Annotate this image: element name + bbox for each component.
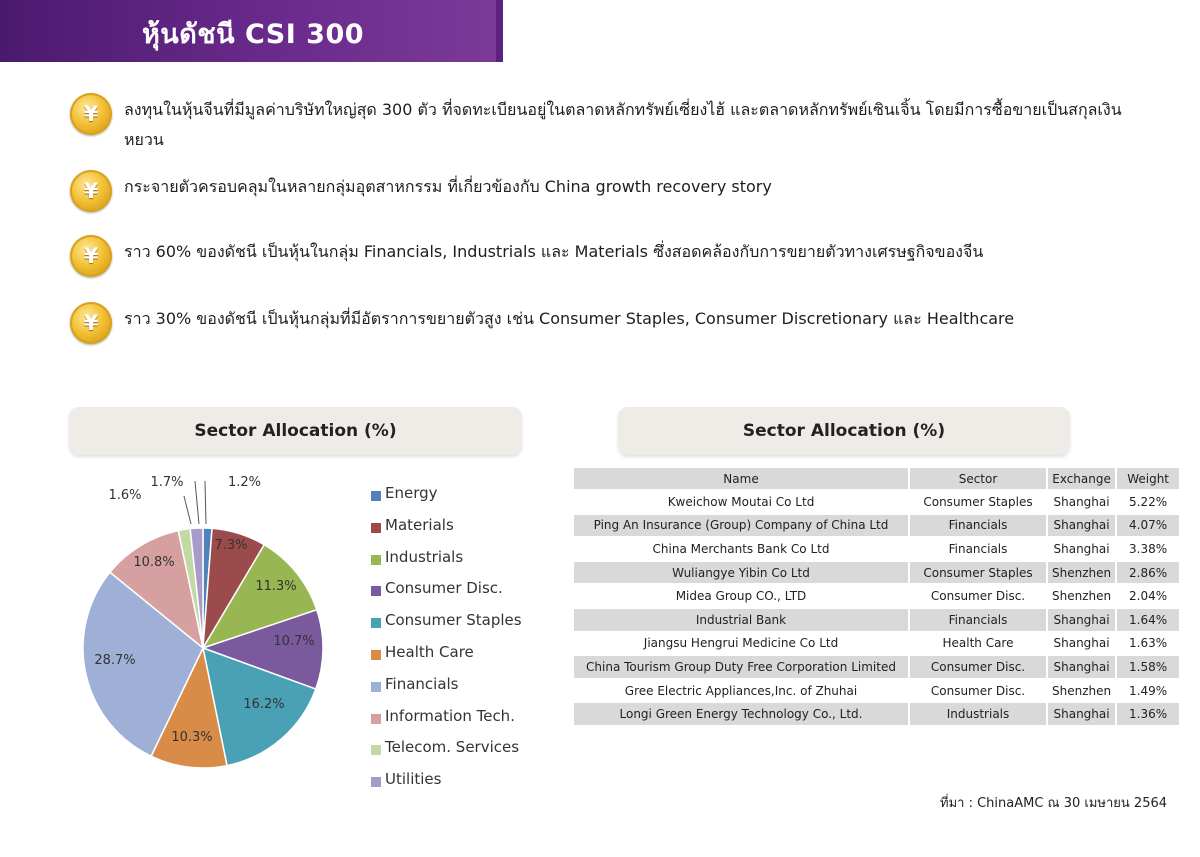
legend-swatch <box>371 491 381 501</box>
cell-weight: 1.49% <box>1129 683 1168 698</box>
table-row <box>574 491 1179 513</box>
legend-swatch <box>371 523 381 533</box>
cell-exchange: Shanghai <box>1048 703 1115 725</box>
yuan-coin-icon: ¥ <box>70 93 112 135</box>
table-row <box>574 515 1179 537</box>
cell-weight: 1.36% <box>1117 703 1179 725</box>
legend-label: Financials <box>385 674 459 693</box>
bullet-item <box>70 93 1160 153</box>
cell-name: Midea Group CO., LTD <box>675 589 807 604</box>
legend-label: Industrials <box>385 547 464 566</box>
cell-name: China Merchants Bank Co Ltd <box>652 541 830 556</box>
pie-data-label: 28.7% <box>94 653 136 668</box>
legend-swatch <box>371 618 381 628</box>
yuan-coin-icon: ¥ <box>70 170 112 212</box>
cell-name: China Tourism Group Duty Free Corporation Limited <box>574 656 908 678</box>
right-panel-title: Sector Allocation (%) <box>618 407 1070 455</box>
pie-data-label: 7.3% <box>214 538 248 553</box>
legend-swatch <box>371 777 381 787</box>
column-header-sector: Sector <box>910 468 1046 489</box>
leader-line <box>195 481 199 524</box>
bullet-text: กระจายตัวครอบคลุมในหลายกลุ่มอุตสาหกรรม ที่เกี่ยวข้องกับ China growth recovery story <box>124 177 772 196</box>
legend-label: Health Care <box>385 642 474 661</box>
legend-swatch <box>371 650 381 660</box>
cell-name: Jiangsu Hengrui Medicine Co Ltd <box>643 636 839 651</box>
table-row <box>574 562 1179 584</box>
bullet-text: ลงทุนในหุ้นจีนที่มีมูลค่าบริษัทใหญ่สุด 300 ตัว ที่จดทะเบียนอยู่ในตลาดหลักทรัพย์เซี่ยงไฮ้ และตลาดหลักทรัพย์เซินเจิ้น โดยมีการซื้อขายเป็นสกุลเงินหยวน <box>124 100 1122 149</box>
cell-exchange: Shanghai <box>1053 494 1110 509</box>
cell-exchange: Shanghai <box>1053 541 1110 556</box>
pie-data-label: 10.7% <box>273 634 315 649</box>
sector-pie-chart <box>70 462 360 772</box>
cell-sector: Consumer Staples <box>923 494 1033 509</box>
legend-label: Utilities <box>385 770 442 789</box>
table-row <box>574 703 1179 725</box>
cell-name: Longi Green Energy Technology Co., Ltd. <box>574 703 908 725</box>
cell-sector: Consumer Disc. <box>930 683 1026 698</box>
title-accent-bar <box>496 0 503 62</box>
cell-exchange: Shanghai <box>1048 609 1115 631</box>
pie-data-label: 16.2% <box>243 697 285 712</box>
table-row <box>574 656 1179 678</box>
cell-sector: Consumer Disc. <box>930 589 1026 604</box>
pie-data-label: 10.3% <box>171 730 213 745</box>
yuan-coin-icon: ¥ <box>70 302 112 344</box>
bullet-text: ราว 60% ของดัชนี เป็นหุ้นในกลุ่ม Financials, Industrials และ Materials ซึ่งสอดคล้องกับการขยายตัวทางเศรษฐกิจของจีน <box>124 242 984 261</box>
legend-label: Information Tech. <box>385 706 515 725</box>
cell-sector: Industrials <box>910 703 1046 725</box>
cell-name: Gree Electric Appliances,Inc. of Zhuhai <box>624 683 858 698</box>
legend-label: Consumer Disc. <box>385 579 503 598</box>
leader-line <box>205 481 206 524</box>
cell-weight: 1.58% <box>1117 656 1179 678</box>
cell-sector: Health Care <box>942 636 1014 651</box>
legend-swatch <box>371 682 381 692</box>
table-header-row <box>574 468 1179 489</box>
left-panel-title: Sector Allocation (%) <box>69 407 522 455</box>
column-header-weight: Weight <box>1117 468 1179 489</box>
table-row <box>574 585 1179 607</box>
cell-sector: Financials <box>910 515 1046 537</box>
cell-weight: 5.22% <box>1129 494 1168 509</box>
cell-sector: Consumer Disc. <box>910 656 1046 678</box>
legend-label: Consumer Staples <box>385 611 522 630</box>
cell-name: Wuliangye Yibin Co Ltd <box>574 562 908 584</box>
cell-sector: Financials <box>948 541 1008 556</box>
legend-label: Telecom. Services <box>385 738 520 757</box>
cell-name: Industrial Bank <box>574 609 908 631</box>
cell-exchange: Shenzhen <box>1052 683 1112 698</box>
legend-label: Energy <box>385 484 438 502</box>
bullet-item <box>70 170 1160 212</box>
table-row <box>574 538 1179 560</box>
top-holdings-table <box>572 466 1181 727</box>
cell-exchange: Shanghai <box>1053 636 1110 651</box>
leader-line <box>184 496 191 524</box>
column-header-exchange: Exchange <box>1048 468 1115 489</box>
cell-weight: 2.04% <box>1129 589 1168 604</box>
cell-weight: 1.64% <box>1117 609 1179 631</box>
legend-swatch <box>371 714 381 724</box>
cell-exchange: Shenzhen <box>1052 589 1112 604</box>
pie-data-label: 1.6% <box>108 488 142 503</box>
cell-exchange: Shanghai <box>1048 515 1115 537</box>
cell-weight: 1.63% <box>1129 636 1168 651</box>
cell-sector: Financials <box>910 609 1046 631</box>
cell-exchange: Shenzhen <box>1048 562 1115 584</box>
column-header-name: Name <box>574 468 908 489</box>
table-row <box>574 680 1179 702</box>
pie-data-label: 11.3% <box>255 579 297 594</box>
bullet-item <box>70 302 1160 344</box>
table-row <box>574 633 1179 655</box>
bullet-item <box>70 235 1160 277</box>
cell-exchange: Shanghai <box>1048 656 1115 678</box>
pie-data-label: 1.2% <box>228 475 262 490</box>
legend-label: Materials <box>385 515 454 534</box>
legend-swatch <box>371 745 381 755</box>
source-note: ที่มา : ChinaAMC ณ 30 เมษายน 2564 <box>940 796 1168 811</box>
pie-data-label: 1.7% <box>150 475 184 490</box>
cell-weight: 4.07% <box>1117 515 1179 537</box>
yuan-coin-icon: ¥ <box>70 235 112 277</box>
cell-sector: Consumer Staples <box>910 562 1046 584</box>
cell-name: Kweichow Moutai Co Ltd <box>667 494 815 509</box>
table-row <box>574 609 1179 631</box>
bullet-text: ราว 30% ของดัชนี เป็นหุ้นกลุ่มที่มีอัตราการขยายตัวสูง เช่น Consumer Staples, Consumer Discretionary และ Healthcare <box>124 309 1015 328</box>
cell-weight: 2.86% <box>1117 562 1179 584</box>
legend-swatch <box>371 555 381 565</box>
page-title: หุ้นดัชนี CSI 300 <box>142 19 365 50</box>
legend-swatch <box>371 586 381 596</box>
cell-weight: 3.38% <box>1129 541 1168 556</box>
pie-data-label: 10.8% <box>133 555 175 570</box>
cell-name: Ping An Insurance (Group) Company of China Ltd <box>574 515 908 537</box>
